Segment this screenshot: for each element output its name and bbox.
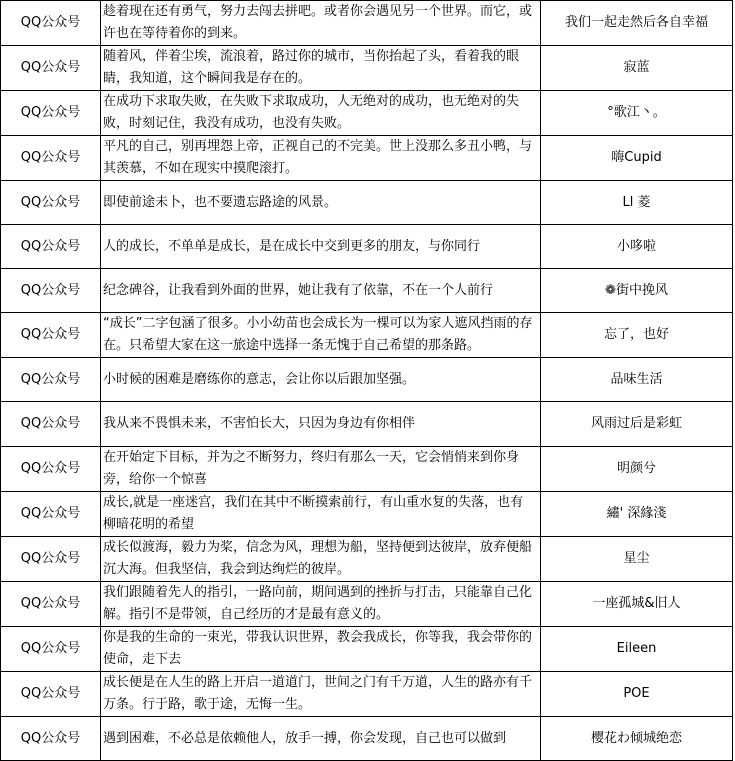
author-cell: 品味生活 <box>541 358 733 402</box>
source-cell: QQ公众号 <box>1 672 101 717</box>
table-row <box>1 627 733 672</box>
author-cell: Ll 菱 <box>541 181 733 225</box>
author-cell: °歌江丶。 <box>541 91 733 136</box>
table-row <box>1 313 733 358</box>
source-cell: QQ公众号 <box>1 269 101 313</box>
quote-cell: 在成功下求取失败，在失败下求取成功，人无绝对的成功，也无绝对的失败，时刻记住，我没有成功，也没有失败。 <box>101 91 541 136</box>
source-cell: QQ公众号 <box>1 313 101 358</box>
source-cell: QQ公众号 <box>1 46 101 91</box>
author-cell: 我们一起走然后各自幸福 <box>541 1 733 46</box>
quote-cell: 成长似渡海，毅力为桨，信念为风，理想为船，坚持便到达彼岸，放弃便船沉大海。但我坚信，我会到达绚烂的彼岸。 <box>101 537 541 582</box>
author-cell: POE <box>541 672 733 717</box>
author-cell: 嗨Cupid <box>541 136 733 181</box>
author-cell: 忘了，也好 <box>541 313 733 358</box>
quote-cell: 我从来不畏惧未来，不害怕长大，只因为身边有你相伴 <box>101 402 541 447</box>
source-cell: QQ公众号 <box>1 627 101 672</box>
table-row <box>1 136 733 181</box>
quote-cell: 你是我的生命的一束光，带我认识世界，教会我成长，你等我，我会带你的使命，走下去 <box>101 627 541 672</box>
source-cell: QQ公众号 <box>1 537 101 582</box>
quote-cell: 遇到困难，不必总是依赖他人，放手一搏，你会发现，自己也可以做到 <box>101 717 541 761</box>
author-cell: 星尘 <box>541 537 733 582</box>
author-cell: 樱花わ倾城绝恋 <box>541 717 733 761</box>
quote-cell: 人的成长，不单单是成长，是在成长中交到更多的朋友，与你同行 <box>101 225 541 269</box>
table-row <box>1 492 733 537</box>
quote-cell: 即使前途未卜，也不要遗忘路途的风景。 <box>101 181 541 225</box>
author-cell: 寂蓝 <box>541 46 733 91</box>
quote-cell: 平凡的自己，别再埋怨上帝，正视自己的不完美。世上没那么多丑小鸭，与其羡慕，不如在现实中摸爬滚打。 <box>101 136 541 181</box>
quote-cell: 在开始定下目标，并为之不断努力，终归有那么一天，它会悄悄来到你身旁，给你一个惊喜 <box>101 447 541 492</box>
table-row <box>1 1 733 46</box>
table-row <box>1 447 733 492</box>
table-row <box>1 537 733 582</box>
table-row <box>1 717 733 761</box>
author-cell: 小哆啦 <box>541 225 733 269</box>
table-row <box>1 358 733 402</box>
source-cell: QQ公众号 <box>1 181 101 225</box>
source-cell: QQ公众号 <box>1 582 101 627</box>
quote-cell: 成长便是在人生的路上开启一道道门，世间之门有千万道，人生的路亦有千万条。行于路，歌于途，无悔一生。 <box>101 672 541 717</box>
author-cell: 明颜兮 <box>541 447 733 492</box>
quote-cell: “成长”二字包涵了很多。小小幼苗也会成长为一棵可以为家人遮风挡雨的存在。只希望大家在这一旅途中选择一条无愧于自己希望的那条路。 <box>101 313 541 358</box>
source-cell: QQ公众号 <box>1 225 101 269</box>
table-row <box>1 225 733 269</box>
quote-cell: 小时候的困难是磨练你的意志，会让你以后跟加坚强。 <box>101 358 541 402</box>
author-cell: 风雨过后是彩虹 <box>541 402 733 447</box>
table-row <box>1 582 733 627</box>
author-cell: 繡' 深緣淺 <box>541 492 733 537</box>
author-cell: 一座孤城&旧人 <box>541 582 733 627</box>
source-cell: QQ公众号 <box>1 492 101 537</box>
quote-cell: 纪念碑谷，让我看到外面的世界，她让我有了依靠，不在一个人前行 <box>101 269 541 313</box>
quotes-table-body <box>1 1 733 761</box>
source-cell: QQ公众号 <box>1 717 101 761</box>
quote-cell: 随着风，伴着尘埃，流浪着，路过你的城市，当你抬起了头，看着我的眼睛，我知道，这个瞬间我是存在的。 <box>101 46 541 91</box>
source-cell: QQ公众号 <box>1 1 101 46</box>
source-cell: QQ公众号 <box>1 358 101 402</box>
table-row <box>1 269 733 313</box>
table-row <box>1 672 733 717</box>
table-row <box>1 46 733 91</box>
source-cell: QQ公众号 <box>1 136 101 181</box>
quote-cell: 我们跟随着先人的指引，一路向前，期间遇到的挫折与打击，只能靠自己化解。指引不是带领，自己经历的才是最有意义的。 <box>101 582 541 627</box>
source-cell: QQ公众号 <box>1 402 101 447</box>
quote-cell: 成长,就是一座迷宫，我们在其中不断摸索前行，有山重水复的失落，也有柳暗花明的希望 <box>101 492 541 537</box>
quote-cell: 趁着现在还有勇气，努力去闯去拼吧。或者你会遇见另一个世界。而它，或许也在等待着你的到来。 <box>101 1 541 46</box>
author-cell: Eileen <box>541 627 733 672</box>
source-cell: QQ公众号 <box>1 91 101 136</box>
table-row <box>1 91 733 136</box>
author-cell: ❁街中挽风 <box>541 269 733 313</box>
table-row <box>1 402 733 447</box>
table-row <box>1 181 733 225</box>
source-cell: QQ公众号 <box>1 447 101 492</box>
